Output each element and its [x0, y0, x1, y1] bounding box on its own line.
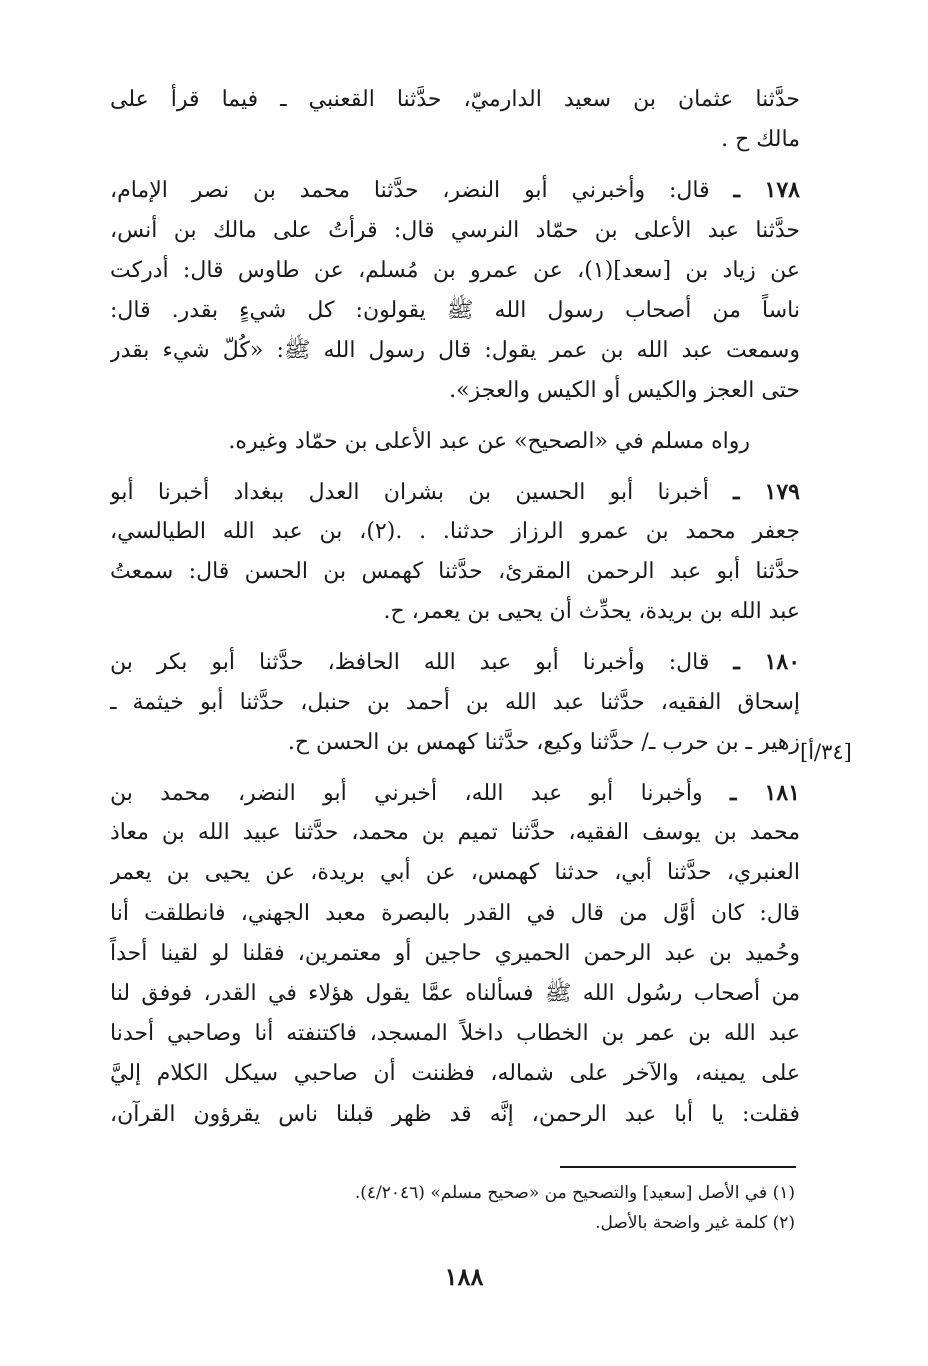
text-line: العنبري، حدَّثنا أبي، حدثنا كهمس، عن أبي بريدة، عن يحيى بن يعمر: [110, 860, 800, 886]
text-line: من أصحاب رسُول الله ﷺ فسألناه عمَّا يقول هؤلاء في القدر، فوفق لنا: [110, 980, 800, 1006]
text-line: [110, 773, 800, 813]
text-line: وحُميد بن عبد الرحمن الحميري حاجين أو معتمرين، فقلنا لو لقينا أحداً: [110, 940, 800, 966]
footnote: (١) في الأصل [سعيد] والتصحيح من «صحيح مسلم» (٤/٢٠٤٦).: [354, 1183, 795, 1203]
manuscript-folio-marker: [٣٤/أ]: [800, 740, 852, 764]
page-number: ١٨٨: [444, 1262, 484, 1291]
text-line: [110, 170, 800, 210]
hadith-number: ١٧٨ ـ: [733, 177, 800, 204]
footnotes: [110, 1178, 795, 1238]
text-line: قال: كان أوَّل من قال في القدر بالبصرة معبد الجهني، فانطلقت أنا: [110, 900, 800, 926]
hadith-number: ١٧٩ ـ: [733, 478, 800, 505]
hadith-number: ١٨٠ ـ: [733, 649, 800, 676]
text-line: حدَّثنا عبد الأعلى بن حمّاد النرسي قال: قرأتُ على مالك بن أنس،: [110, 217, 800, 243]
paragraph: [110, 80, 800, 160]
text-segment: قال: وأخبرنا أبو عبد الله الحافظ، حدَّثنا أبو بكر بن: [110, 650, 734, 676]
text-line: محمد بن يوسف الفقيه، حدَّثنا تميم بن محمد، حدَّثنا عبيد الله بن معاذ: [110, 820, 800, 846]
text-line: [110, 472, 800, 512]
text-line: رواه مسلم في «الصحيح» عن عبد الأعلى بن حمّاد وغيره.: [228, 428, 750, 454]
text-line: [110, 642, 800, 682]
text-line: جعفر محمد بن عمرو الرزاز حدثنا. . .(٢)، بن عبد الله الطيالسي،: [110, 518, 800, 544]
text-line: مالك ح .: [721, 127, 800, 153]
text-line: حتى العجز والكيس أو الكيس والعجز».: [449, 378, 800, 404]
footnote-divider: [560, 1166, 796, 1168]
main-text: [110, 80, 800, 1135]
text-segment: أخبرنا أبو الحسين بن بشران العدل ببغداد أخبرنا أبو: [110, 479, 734, 505]
text-line: حدَّثنا عثمان بن سعيد الدارميّ، حدَّثنا القعنبي ـ فيما قرأ على: [110, 87, 800, 112]
text-line: فقلت: يا أبا عبد الرحمن، إنَّه قد ظهر قبلنا ناس يقرؤون القرآن،: [110, 1101, 800, 1127]
text-line: ناساً من أصحاب رسول الله ﷺ يقولون: كل شيءٍ بقدر. قال:: [110, 297, 800, 323]
hadith-paragraph-179: [110, 472, 800, 633]
hadith-paragraph-181: [110, 773, 800, 1135]
hadith-paragraph-180: [110, 642, 800, 763]
hadith-number: ١٨١ ـ: [730, 780, 800, 806]
text-line: عبد الله بن بريدة، يحدِّث أن يحيى بن يعمر، ح.: [383, 599, 800, 625]
hadith-paragraph-178: [110, 170, 800, 411]
text-line: عن زياد بن [سعد](١)، عن عمرو بن مُسلم، عن طاوس قال: أدركت: [110, 257, 800, 283]
text-segment: وأخبرنا أبو عبد الله، أخبرني أبو النضر، محمد بن: [110, 781, 731, 806]
text-segment: قال: وأخبرني أبو النضر، حدَّثنا محمد بن نصر الإمام،: [110, 178, 734, 204]
text-line: على يمينه، والآخر على شماله، فظننت أن صاحبي سيكل الكلام إليَّ: [110, 1061, 800, 1087]
text-line: زهير ـ بن حرب ـ/ حدَّثنا وكيع، حدَّثنا كهمس بن الحسن ح.: [287, 729, 800, 755]
paragraph: [110, 422, 800, 462]
text-line: حدَّثنا أبو عبد الرحمن المقرئ، حدَّثنا كهمس بن الحسن قال: سمعتُ: [110, 559, 800, 585]
text-line: وسمعت عبد الله بن عمر يقول: قال رسول الله ﷺ: «كُلّ شيء بقدر: [110, 338, 800, 364]
footnote: (٢) كلمة غير واضحة بالأصل.: [595, 1213, 795, 1233]
text-line: إسحاق الفقيه، حدَّثنا عبد الله بن أحمد بن حنبل، حدَّثنا أبو خيثمة ـ: [110, 689, 800, 715]
text-line: عبد الله بن عمر بن الخطاب داخلاً المسجد، فاكتنفته أنا وصاحبي أحدنا: [110, 1021, 800, 1047]
